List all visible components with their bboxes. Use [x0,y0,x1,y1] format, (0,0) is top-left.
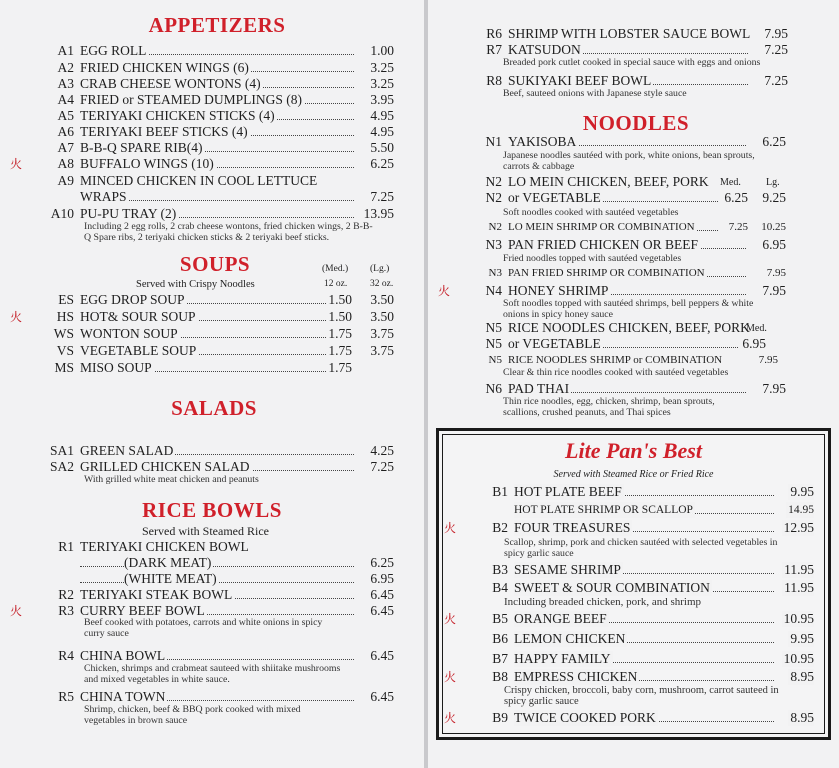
soups-title: SOUPS [179,252,251,276]
item-name: CRAB CHEESE WONTONS (4) [80,76,261,91]
item-name: HOT PLATE SHRIMP OR SCALLOP [514,504,693,516]
menu-item [40,539,394,555]
item-price: 7.25 [370,189,394,204]
spicy-pepper-icon: 火 [444,612,457,626]
item-price: 4.95 [370,108,394,123]
item-price: 9.95 [790,484,814,499]
item-name: SESAME SHRIMP [514,562,621,577]
menu-item [40,92,394,108]
item-name: LO MEIN CHICKEN, BEEF, PORK [508,174,709,189]
soups-med-header: (Med.) [322,264,349,274]
item-name: SHRIMP WITH LOBSTER SAUCE BOWL [508,26,751,41]
item-name: GREEN SALAD [80,443,174,458]
item-price: 6.25 [370,156,394,171]
item-code: N5 [485,336,502,351]
menu-item [474,484,814,500]
menu-item [468,381,786,397]
menu-item [468,190,786,206]
item-name: HOT PLATE BEEF [514,484,622,499]
item-code: WS [53,326,74,341]
item-price: 6.25 [370,555,394,570]
item-price: 7.95 [764,26,788,41]
item-price: 9.95 [790,631,814,646]
item-price-large: 3.75 [370,326,394,341]
item-code: N3 [485,237,502,252]
item-price-large: 3.50 [370,292,394,307]
menu-item [468,237,786,253]
item-price: 6.95 [762,237,786,252]
appetizers-title: APPETIZERS [148,13,286,37]
menu-item [40,571,394,587]
item-price: 8.95 [790,669,814,684]
soups-subtitle: Served with Crispy Noodles [136,279,255,290]
item-code: VS [56,343,74,358]
item-name: EGG ROLL [80,43,147,58]
item-name: CHINA BOWL [80,648,166,663]
menu-item [40,189,394,205]
b8-description: Crispy chicken, broccoli, baby corn, mushroom, carrot sauteed in spicy garlic sauce [504,685,779,707]
item-name: MISO SOUP [80,360,152,375]
menu-item [40,173,394,189]
spicy-pepper-icon: 火 [10,157,23,171]
menu-item [468,219,786,235]
item-code: A5 [57,108,74,123]
menu-item [40,459,394,475]
item-price: 7.95 [758,354,778,366]
menu-item [468,352,786,368]
menu-item [438,283,786,299]
item-name: RICE NOODLES SHRIMP or COMBINATION [508,354,723,366]
item-name: EMPRESS CHICKEN [514,669,638,684]
item-price: 6.95 [742,336,766,351]
item-code: B5 [492,611,508,626]
b4-description: Including breaded chicken, pork, and shrimp [504,596,702,608]
item-name: EGG DROP SOUP [80,292,185,307]
item-price: 6.45 [370,689,394,704]
item-code: MS [54,360,74,375]
item-code: B3 [492,562,508,577]
r7-description: Breaded pork cutlet cooked in special sauce with eggs and onions [503,57,761,68]
item-price: 10.95 [783,611,814,626]
menu-item [40,140,394,156]
item-code: B2 [492,520,508,535]
soups-lg-oz: 32 oz. [370,279,394,289]
n1-description: Japanese noodles sautéed with pork, white onions, bean sprouts, carrots & cabbage [503,150,755,172]
spicy-pepper-icon: 火 [438,284,451,298]
n5-description: Clear & thin rice noodles cooked with sautéed vegetables [503,367,729,378]
menu-item [40,343,394,359]
item-name: GRILLED CHICKEN SALAD [80,459,250,474]
menu-item [444,710,814,726]
menu-item [468,134,786,150]
menu-item [40,292,394,308]
item-code: N5 [488,354,502,366]
item-name: (WHITE MEAT) [124,571,217,586]
item-name: VEGETABLE SOUP [80,343,197,358]
item-price: 7.25 [764,42,788,57]
item-price: 10.95 [783,651,814,666]
menu-item [40,587,394,603]
spicy-pepper-icon: 火 [444,670,457,684]
spicy-pepper-icon: 火 [10,604,23,618]
item-code: B9 [492,710,508,725]
b2-description: Scallop, shrimp, pork and chicken sautéed with selected vegetables in spicy garlic sauce [504,537,778,559]
item-price: 7.95 [762,381,786,396]
menu-item [444,611,814,627]
menu-item [40,60,394,76]
item-price-large: 9.25 [762,190,786,205]
item-price: 6.25 [724,190,748,205]
menu-item [40,206,394,222]
item-price: 12.95 [783,520,814,535]
item-price-large: 3.75 [370,343,394,358]
soups-lg-header: (Lg.) [370,264,390,274]
item-name: FOUR TREASURES [514,520,631,535]
menu-item [474,580,814,596]
item-price: 1.75 [328,343,352,358]
n6-description: Thin rice noodles, egg, chicken, shrimp, bean sprouts, scallions, crushed peanuts, and Thai spices [503,396,715,418]
salads-title: SALADS [171,396,257,420]
item-price: 1.75 [328,326,352,341]
item-price: 11.95 [784,562,814,577]
item-price: 7.95 [762,283,786,298]
item-price: 6.45 [370,587,394,602]
menu-item [468,26,788,42]
item-name: LEMON CHICKEN [514,631,626,646]
item-name: FRIED or STEAMED DUMPLINGS (8) [80,92,302,107]
r3-description: Beef cooked with potatoes, carrots and white onions in spicy curry sauce [84,617,323,639]
item-code: A9 [57,173,74,188]
menu-item [468,42,788,58]
menu-item [40,360,394,376]
menu-item [468,265,786,281]
item-code: B6 [492,631,508,646]
rice-bowls-subtitle: Served with Steamed Rice [142,524,269,538]
item-code: N2 [485,190,502,205]
n3-description: Fried noodles topped with sautéed vegetables [503,253,682,264]
item-code: R7 [486,42,502,57]
item-price-large: 10.25 [761,221,786,233]
item-price: 3.25 [370,76,394,91]
menu-item [468,336,786,352]
spicy-pepper-icon: 火 [444,711,457,725]
r4-description: Chicken, shrimps and crabmeat sauteed with shiitake mushrooms and mixed vegetables in white sauce. [84,663,341,685]
menu-item [40,648,394,664]
item-price: 7.25 [764,73,788,88]
item-name: CURRY BEEF BOWL [80,603,205,618]
menu-item [10,156,394,172]
n5-med-header: Med. [746,323,767,334]
item-code: R2 [58,587,74,602]
item-code: SA1 [49,443,74,458]
menu-item [468,320,786,336]
item-price: 13.95 [363,206,394,221]
spicy-pepper-icon: 火 [10,310,23,324]
menu-item [468,174,786,190]
item-code: B8 [492,669,508,684]
item-code: A1 [57,43,74,58]
item-name: SUKIYAKI BEEF BOWL [508,73,652,88]
item-name: HONEY SHRIMP [508,283,609,298]
item-name: TERIYAKI STEAK BOWL [80,587,233,602]
rice-bowls-title: RICE BOWLS [142,498,282,522]
menu-item [40,326,394,342]
item-code: B7 [492,651,508,666]
item-name: TERIYAKI BEEF STICKS (4) [80,124,248,139]
item-price: 4.95 [370,124,394,139]
item-price: 8.95 [790,710,814,725]
menu-item [474,631,814,647]
item-name: FRIED CHICKEN WINGS (6) [80,60,249,75]
item-name: B-B-Q SPARE RIB(4) [80,140,203,155]
item-code: A4 [57,92,74,107]
item-price: 6.95 [370,571,394,586]
item-name: BUFFALO WINGS (10) [80,156,214,171]
item-price: 6.45 [370,648,394,663]
item-name: PAN FRIED SHRIMP OR COMBINATION [508,267,705,279]
item-price: 7.25 [370,459,394,474]
noodles-lg-header: Lg. [766,177,780,188]
item-price: 1.75 [328,360,352,375]
item-name: TERIYAKI CHICKEN STICKS (4) [80,108,275,123]
item-code: R4 [58,648,74,663]
item-code: N2 [485,174,502,189]
item-code: R6 [486,26,502,41]
leader-dots [80,566,354,567]
menu-item [40,43,394,59]
item-code: N5 [485,320,502,335]
item-price: 7.25 [728,221,748,233]
item-code: N6 [485,381,502,396]
item-price: 6.45 [370,603,394,618]
item-price: 5.50 [370,140,394,155]
item-price: 3.25 [370,60,394,75]
item-code: R8 [486,73,502,88]
menu-item [468,73,788,89]
item-code: R5 [58,689,74,704]
item-name: ORANGE BEEF [514,611,607,626]
item-code: SA2 [49,459,74,474]
item-code: HS [56,309,74,324]
item-name: WONTON SOUP [80,326,178,341]
menu-item [40,76,394,92]
menu-item [444,520,814,536]
item-code: N4 [485,283,502,298]
item-name: or VEGETABLE [508,190,601,205]
item-price: 6.25 [762,134,786,149]
item-name: PAN FRIED CHICKEN OR BEEF [508,237,699,252]
item-name: KATSUDON [508,42,581,57]
item-price: 11.95 [784,580,814,595]
r8-description: Beef, sauteed onions with Japanese style sauce [503,88,687,99]
item-name: PAD THAI [508,381,570,396]
item-name: LO MEIN SHRIMP OR COMBINATION [508,221,695,233]
item-price: 1.00 [370,43,394,58]
menu-item [10,309,394,325]
item-code: A10 [50,206,74,221]
item-name: (DARK MEAT) [124,555,212,570]
item-code: N3 [488,267,502,279]
salad-sa2-description: With grilled white meat chicken and peanuts [84,474,259,485]
menu-item [40,108,394,124]
item-name: HOT& SOUR SOUP [80,309,196,324]
menu-item [474,502,814,518]
item-name: YAKISOBA [508,134,577,149]
item-price: 4.25 [370,443,394,458]
pupu-tray-description: Including 2 egg rolls, 2 crab cheese wontons, fried chicken wings, 2 B-B-Q Spare ribs, 2 teriyaki chicken sticks & 2 teriyaki beef sticks. [84,221,373,243]
item-name: SWEET & SOUR COMBINATION [514,580,710,595]
menu-item [474,562,814,578]
noodles-med-header: Med. [720,177,741,188]
r5-description: Shrimp, chicken, beef & BBQ pork cooked with mixed vegetables in brown sauce [84,704,301,726]
item-code: R1 [58,539,74,554]
noodles-title: NOODLES [582,111,690,135]
item-name: PU-PU TRAY (2) [80,206,177,221]
menu-item [40,124,394,140]
item-price: 1.50 [328,292,352,307]
menu-item [40,555,394,571]
n4-description: Soft noodles topped with sautéed shrimps, bell peppers & white onions in spicy honey sauce [503,298,754,320]
item-name: MINCED CHICKEN IN COOL LETTUCE [80,173,318,188]
item-code: B4 [492,580,508,595]
menu-item [474,651,814,667]
menu-item [444,669,814,685]
menu-item [40,689,394,705]
item-name: TERIYAKI CHICKEN BOWL [80,539,249,554]
item-price: 14.95 [788,504,814,516]
item-code: A7 [57,140,74,155]
item-code: N2 [488,221,502,233]
item-code: A8 [57,156,74,171]
item-price: 7.95 [766,267,786,279]
item-name: HAPPY FAMILY [514,651,611,666]
item-price: 1.50 [328,309,352,324]
item-code: R3 [58,603,74,618]
item-name: TWICE COOKED PORK [514,710,656,725]
lite-pans-best-title: Lite Pan's Best [565,438,702,463]
item-code: N1 [485,134,502,149]
soups-med-oz: 12 oz. [324,279,348,289]
item-code: A6 [57,124,74,139]
item-name: CHINA TOWN [80,689,166,704]
item-code: A3 [57,76,74,91]
item-code: A2 [57,60,74,75]
n2-description: Soft noodles cooked with sautéed vegetables [503,207,679,218]
item-name: WRAPS [80,189,127,204]
item-name: or VEGETABLE [508,336,601,351]
spicy-pepper-icon: 火 [444,521,457,535]
item-price: 3.95 [370,92,394,107]
item-code: B1 [492,484,508,499]
menu-item [40,443,394,459]
item-code: ES [58,292,74,307]
lite-pans-best-subtitle: Served with Steamed Rice or Fried Rice [553,469,714,480]
item-name: RICE NOODLES CHICKEN, BEEF, PORK [508,320,750,335]
item-price-large: 3.50 [370,309,394,324]
